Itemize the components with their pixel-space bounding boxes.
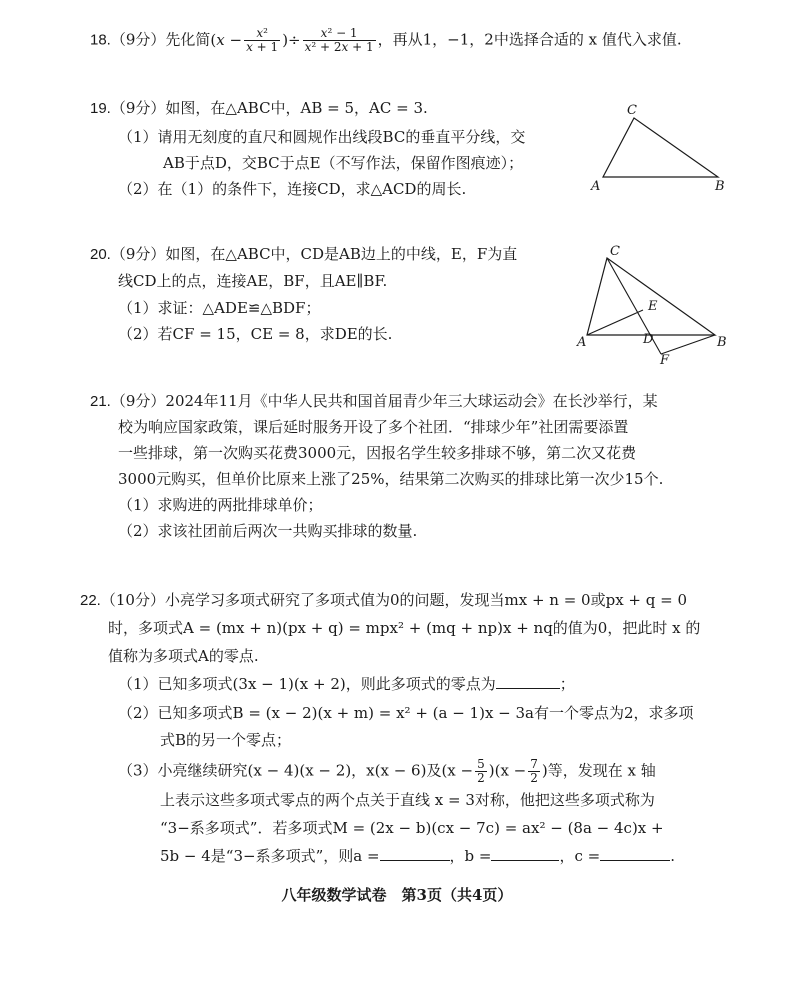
q20-label-b: B (717, 335, 727, 350)
q22-frac2-num: 7 (530, 757, 538, 771)
q19-triangle-figure (585, 100, 735, 195)
q20-label-e: E (648, 299, 658, 314)
q21-line1-text: （9分）2024年11月《中华人民共和国首届青少年三大球运动会》在长沙举行，某 (110, 392, 658, 410)
q22-line3: 值称为多项式A的零点. (108, 647, 259, 665)
q22-part2b: 式B的另一个零点； (160, 731, 292, 749)
q19-triangle (603, 118, 718, 177)
q19-label-a: A (591, 179, 601, 194)
q19-label-c: C (627, 103, 637, 118)
q21-line3: 一些排球，第一次购买花费3000元，因报名学生较多排球不够，第二次又花费 (118, 444, 637, 462)
q18-suffix: ，再从1，−1，2中选择合适的 x 值代入求值. (377, 30, 682, 49)
q22-part3c: “3−系多项式”．若多项式M = (2x − b)(cx − 7c) = ax² − (8a − 4c)x + (160, 819, 664, 837)
q18-line (90, 27, 682, 54)
q22-frac2-den: 2 (530, 771, 538, 785)
q21-part1: （1）求购进的两批排球单价； (118, 496, 323, 514)
q22-part3a (118, 758, 656, 785)
q22-line1-text: （10分）小亮学习多项式研究了多项式值为0的问题，发现当mx + n = 0或px + q = 0 (100, 591, 688, 609)
q21-line1 (90, 391, 658, 412)
q20-line-bf (661, 335, 715, 354)
q20-label-a: A (577, 335, 587, 350)
q22-line1 (80, 590, 687, 611)
q19-part1b: AB于点D，交BC于点E（不写作法，保留作图痕迹）； (163, 154, 524, 172)
q22-part1 (118, 674, 575, 694)
q18-frac2: $\frac{\text{x² − 1}}{\text{x² + 2x + 1}}$ (304, 26, 374, 54)
q22-part3a-pre: （3）小亮继续研究(x − 4)(x − 2)，x(x − 6)及(x − (118, 761, 474, 780)
q20-stem1 (90, 244, 517, 265)
q18-number: 18. (90, 31, 111, 49)
q19-stem-text: （9分）如图，在△ABC中，AB = 5，AC = 3. (110, 99, 428, 117)
q20-part2: （2）若CF = 15，CE = 8，求DE的长. (118, 325, 393, 343)
q22-answer-b-blank[interactable] (491, 846, 559, 861)
q22-part3d-end: . (670, 847, 676, 865)
q18-prefix: （9分）先化简 (110, 30, 211, 49)
q22-part3a-mid: )(x − (488, 761, 527, 780)
q19-stem (90, 98, 428, 119)
q20-stem1-text: （9分）如图，在△ABC中，CD是AB边上的中线，E，F为直 (110, 245, 518, 263)
q22-part3d-b-label: ，b = (449, 847, 492, 865)
q21-line4: 3000元购买，但单价比原来上涨了25%，结果第二次购买的排球比第一次少15个. (118, 470, 664, 488)
q21-number: 21. (90, 393, 111, 410)
q22-part3d-a-label: 5b − 4是“3−系多项式”，则a = (160, 847, 380, 865)
q22-part3d-c-label: ，c = (559, 847, 601, 865)
q20-label-c: C (610, 244, 620, 259)
q20-triangle (587, 258, 715, 335)
q18-expression: (x − $\frac{\text{x²}}{x + 1}$ )÷ $\frac{\text{x² − 1}}{\text{x² + 2x + 1}}$ (210, 26, 374, 54)
q22-frac1-num: 5 (477, 757, 485, 771)
q22-part2a: （2）已知多项式B = (x − 2)(x + m) = x² + (a − 1)x − 3a有一个零点为2，求多项 (118, 704, 694, 722)
q20-label-d: D (643, 332, 654, 347)
q22-line2: 时，多项式A = (mx + n)(px + q) = mpx² + (mq + np)x + nq的值为0，把此时 x 的 (108, 619, 701, 637)
q22-part1-answer-blank[interactable] (496, 674, 560, 689)
q22-part3b: 上表示这些多项式零点的两个点关于直线 x = 3对称，他把这些多项式称为 (160, 791, 655, 809)
q20-stem2: 线CD上的点，连接AE，BF，且AE∥BF. (118, 272, 388, 290)
q19-label-b: B (715, 179, 725, 194)
q21-line2: 校为响应国家政策，课后延时服务开设了多个社团．“排球少年”社团需要添置 (118, 418, 629, 436)
page-footer: 八年级数学试卷 第3页（共4页） (281, 886, 513, 904)
q22-answer-c-blank[interactable] (600, 846, 670, 861)
q22-answer-a-blank[interactable] (380, 846, 450, 861)
q19-part1a: （1）请用无刻度的直尺和圆规作出线段BC的垂直平分线，交 (118, 128, 526, 146)
q22-frac2 (528, 758, 540, 785)
q20-number: 20. (90, 246, 111, 263)
q20-label-f: F (660, 353, 670, 368)
q22-part1-text: （1）已知多项式(3x − 1)(x + 2)，则此多项式的零点为 (118, 675, 496, 693)
q20-triangle-figure (575, 240, 740, 368)
q22-frac1 (475, 758, 487, 785)
q22-part1-end: ； (559, 675, 575, 693)
q20-part1: （1）求证：△ADE≌△BDF； (118, 299, 321, 317)
q22-part3d (160, 846, 675, 866)
q22-part3a-post: )等，发现在 x 轴 (541, 761, 656, 780)
q20-line-ae (587, 310, 643, 335)
q19-number: 19. (90, 100, 111, 117)
q22-number: 22. (80, 592, 101, 609)
q21-part2: （2）求该社团前后两次一共购买排球的数量. (118, 522, 418, 540)
q22-frac1-den: 2 (477, 771, 485, 785)
q18-frac1: $\frac{\text{x²}}{x + 1}$ (246, 26, 279, 54)
q19-part2: （2）在（1）的条件下，连接CD，求△ACD的周长. (118, 180, 467, 198)
